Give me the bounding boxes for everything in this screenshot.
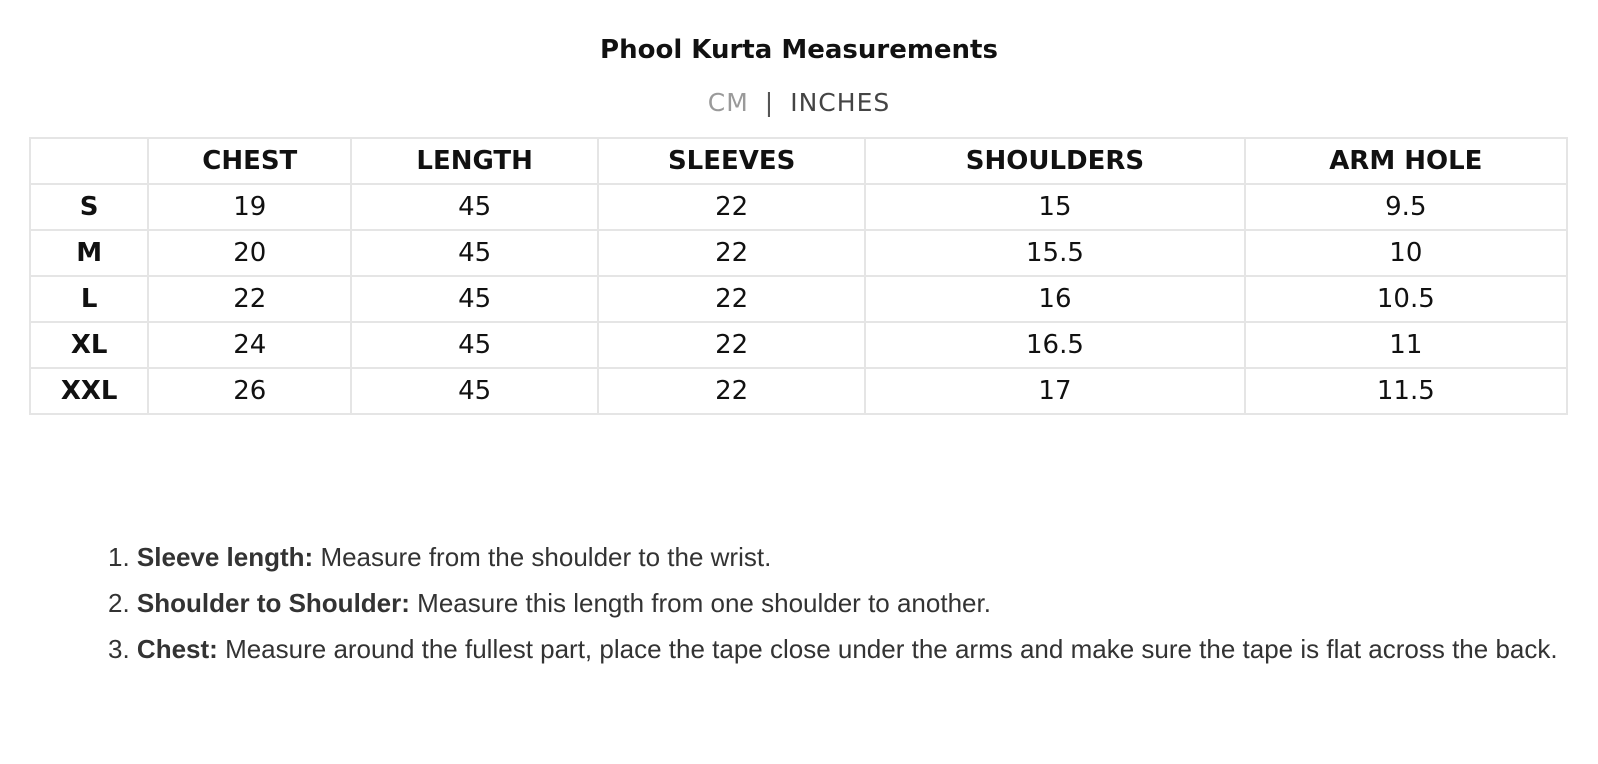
note-term: Chest: [136,634,218,664]
header-sleeves: SLEEVES [598,138,865,184]
measurement-notes [108,534,1558,672]
note-number: 3. [108,634,130,664]
arm-hole-cell: 10.5 [1245,276,1567,322]
header-shoulders: SHOULDERS [865,138,1244,184]
chest-cell: 19 [148,184,351,230]
note-item [108,580,1558,626]
note-number: 2. [108,588,130,618]
unit-toggle [0,86,1598,119]
shoulders-cell: 15 [865,184,1244,230]
table-row [30,322,1567,368]
note-term: Sleeve length: [136,542,314,572]
note-number: 1. [108,542,130,572]
size-label: L [30,276,148,322]
header-size [30,138,148,184]
length-cell: 45 [351,368,598,414]
shoulders-cell: 16.5 [865,322,1244,368]
sleeves-cell: 22 [598,276,865,322]
arm-hole-cell: 9.5 [1245,184,1567,230]
size-label: XXL [30,368,148,414]
header-length: LENGTH [351,138,598,184]
header-arm-hole: ARM HOLE [1245,138,1567,184]
note-text: Measure from the shoulder to the wrist. [320,542,772,572]
size-label: M [30,230,148,276]
header-chest: CHEST [148,138,351,184]
length-cell: 45 [351,322,598,368]
length-cell: 45 [351,230,598,276]
length-cell: 45 [351,276,598,322]
note-item [108,626,1558,672]
note-text: Measure this length from one shoulder to another. [417,588,991,618]
table-row [30,276,1567,322]
table-row [30,368,1567,414]
table-row [30,184,1567,230]
size-label: XL [30,322,148,368]
note-text: Measure around the fullest part, place the tape close under the arms and make sure the tape is flat across the back. [225,634,1558,664]
chest-cell: 26 [148,368,351,414]
chest-cell: 22 [148,276,351,322]
sleeves-cell: 22 [598,230,865,276]
arm-hole-cell: 11.5 [1245,368,1567,414]
size-chart-table [29,137,1568,415]
sleeves-cell: 22 [598,322,865,368]
size-label: S [30,184,148,230]
arm-hole-cell: 10 [1245,230,1567,276]
table-header-row [30,138,1567,184]
sleeves-cell: 22 [598,368,865,414]
chest-cell: 20 [148,230,351,276]
note-item [108,534,1558,580]
length-cell: 45 [351,184,598,230]
page-title: Phool Kurta Measurements [600,35,998,65]
note-term: Shoulder to Shoulder: [136,588,410,618]
shoulders-cell: 17 [865,368,1244,414]
arm-hole-cell: 11 [1245,322,1567,368]
table-row [30,230,1567,276]
shoulders-cell: 16 [865,276,1244,322]
unit-cm-option[interactable]: CM [707,88,749,117]
unit-separator: | [764,88,775,117]
sleeves-cell: 22 [598,184,865,230]
chest-cell: 24 [148,322,351,368]
shoulders-cell: 15.5 [865,230,1244,276]
unit-inches-option[interactable]: INCHES [790,88,891,117]
